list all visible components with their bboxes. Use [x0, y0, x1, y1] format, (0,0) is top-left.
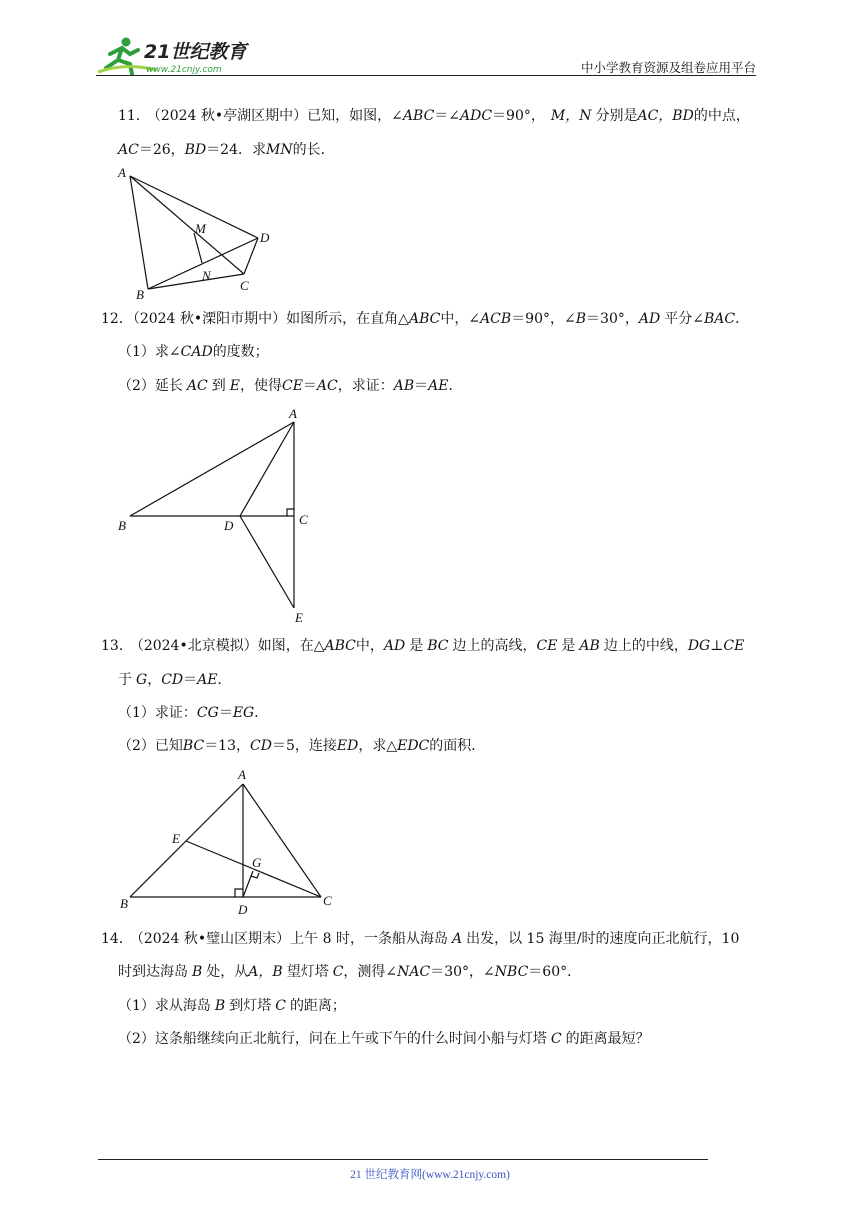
q13-text: ＝ — [183, 672, 198, 688]
q13-label-g: G — [252, 855, 262, 870]
q12-var: AC — [186, 378, 208, 394]
q14-text: （2）这条船继续向正北航行，问在上午或下午的什么时间小船与灯塔 — [118, 1031, 547, 1047]
q13-label-b: B — [120, 896, 128, 911]
q11-text: ＝∠ — [434, 108, 461, 124]
q12-seg-ab — [130, 422, 294, 516]
q13-text: ＝13， — [204, 738, 251, 754]
q11-label-d: D — [260, 230, 270, 245]
q11-number: 11． — [118, 108, 150, 124]
q13-text: ． — [217, 672, 232, 688]
q11-var: AC，BD — [637, 108, 694, 124]
q12-label-b: B — [118, 518, 126, 533]
q14-var: C — [332, 964, 344, 980]
q11-line2 — [118, 140, 335, 160]
q13-seg-ab — [130, 784, 243, 897]
site-logo — [96, 34, 256, 78]
q11-text: ＝26， — [138, 142, 185, 158]
q13-seg-ac — [243, 784, 321, 897]
q12-number: 12． — [101, 311, 133, 327]
q14-text: 处，从 — [206, 964, 249, 980]
q12-text: 的度数； — [212, 344, 269, 360]
q11-figure — [110, 160, 280, 305]
q12-label-d: D — [224, 518, 234, 533]
q13-text: 边上的中线， — [603, 638, 688, 654]
q13-var: ED — [336, 738, 359, 754]
q13-var: CG — [196, 705, 219, 721]
q13-text: 于 — [118, 672, 132, 688]
q11-text: 已知，如图，∠ — [307, 108, 403, 124]
q13-var: CE — [723, 638, 745, 654]
q12-var: ACB — [480, 311, 512, 327]
q12-text: （2）延长 — [118, 378, 183, 394]
q13-var: EDC — [397, 738, 430, 754]
q14-var: A — [451, 931, 463, 947]
q11-text: 分别是 — [595, 108, 638, 124]
q13-part2 — [118, 736, 485, 756]
header-rule — [96, 75, 756, 76]
q11-label-b: B — [136, 287, 144, 302]
q14-var: NBC — [494, 964, 529, 980]
q11-var: M，N — [550, 108, 592, 124]
q14-line1 — [101, 929, 739, 949]
q12-text: ＝ — [414, 378, 429, 394]
q13-part1 — [118, 703, 268, 723]
q13-line2 — [118, 670, 231, 690]
q11-seg-bc — [148, 274, 244, 289]
q13-right-angle-d — [235, 889, 243, 897]
q11-text: ＝24．求 — [206, 142, 266, 158]
q14-var: C — [550, 1031, 562, 1047]
q11-var: AC — [118, 142, 139, 158]
q11-var: ABC — [402, 108, 435, 124]
q12-right-angle-mark — [287, 509, 294, 516]
q14-text: 上午 8 时，一条船从海岛 — [290, 931, 448, 947]
q13-number: 13． — [101, 638, 133, 654]
q13-text: 的面积． — [429, 738, 486, 754]
q13-var: AB — [579, 638, 600, 654]
q14-text: ，测得∠ — [343, 964, 398, 980]
q13-label-d: D — [238, 902, 248, 917]
q11-seg-ab — [130, 176, 148, 289]
q12-seg-de — [240, 516, 294, 608]
q13-var: BC — [182, 738, 205, 754]
footer-rule — [98, 1159, 708, 1160]
q12-text: 如图所示，在直角△ — [286, 311, 409, 327]
q14-text: 的距离最短？ — [565, 1031, 650, 1047]
q12-var: CAD — [180, 344, 213, 360]
q13-seg-dg — [243, 871, 253, 897]
q13-text: 边上的高线， — [452, 638, 537, 654]
q14-text: 时到达海岛 — [118, 964, 188, 980]
q13-text: 中， — [355, 638, 384, 654]
q14-part1 — [118, 996, 346, 1016]
q12-label-a: A — [289, 406, 297, 421]
logo-url: www.21cnjy.com — [146, 65, 222, 75]
q14-text: 出发，以 15 海里/时的速度向正北航行，10 — [466, 931, 740, 947]
q13-text: 是 — [409, 638, 424, 654]
q13-label-e: E — [172, 831, 180, 846]
q11-label-n: N — [202, 268, 211, 283]
q12-text: 中，∠ — [440, 311, 481, 327]
q13-var: CE — [536, 638, 558, 654]
q13-var: G — [136, 672, 148, 688]
q11-label-m: M — [195, 221, 206, 236]
q12-var: AE — [428, 378, 449, 394]
q13-source: （2024•北京模拟） — [136, 638, 258, 654]
q12-var: BAC — [703, 311, 736, 327]
q13-stem — [101, 636, 744, 656]
q11-text: ＝90°， — [492, 108, 545, 124]
q12-text: ． — [448, 378, 463, 394]
logo-text: 21世纪教育 — [144, 41, 247, 63]
q11-text: 的中点， — [693, 108, 750, 124]
q11-var: BD — [184, 142, 207, 158]
q14-var: NAC — [397, 964, 431, 980]
q12-text: ． — [735, 311, 750, 327]
q13-text: ，求△ — [358, 738, 398, 754]
q14-source: （2024 秋•璧山区期末） — [136, 931, 291, 947]
q13-var: AD — [383, 638, 406, 654]
q14-line2 — [118, 962, 581, 982]
q14-var: B — [192, 964, 203, 980]
q12-var: CE — [281, 378, 303, 394]
q14-text: ＝30°，∠ — [430, 964, 495, 980]
footer-link[interactable]: 21 世纪教育网(www.21cnjy.com) — [350, 1169, 510, 1181]
q12-seg-ad — [240, 422, 294, 516]
q12-text: ＝ — [302, 378, 317, 394]
q14-var: C — [275, 998, 286, 1014]
q11-var: ADC — [460, 108, 493, 124]
q12-text: （1）求∠ — [118, 344, 181, 360]
q12-text: ，使得 — [239, 378, 282, 394]
q13-text: ⊥ — [710, 638, 724, 654]
q12-text: ＝30°， — [586, 311, 639, 327]
q12-figure — [110, 402, 320, 627]
q14-var: B — [214, 998, 226, 1014]
q11-label-c: C — [240, 278, 249, 293]
q11-label-a: A — [118, 165, 126, 180]
q12-text: ，求证： — [337, 378, 394, 394]
q12-source: （2024 秋•溧阳市期中） — [132, 311, 287, 327]
q12-label-e: E — [295, 610, 303, 625]
q12-var: AC — [316, 378, 338, 394]
q13-var: CD — [161, 672, 184, 688]
q14-part2 — [118, 1029, 650, 1049]
q14-text: ＝60°． — [528, 964, 582, 980]
q12-text: 到 — [211, 378, 226, 394]
q12-var: B — [575, 311, 587, 327]
q13-text: 如图，在△ — [257, 638, 325, 654]
q14-text: 到灯塔 — [229, 998, 272, 1014]
q13-var: CD — [250, 738, 272, 754]
q14-text: 的距离； — [289, 998, 346, 1014]
q12-part1 — [118, 342, 269, 362]
q13-text: （1）求证： — [118, 705, 197, 721]
q11-var: MN — [266, 142, 293, 158]
q12-stem — [101, 309, 749, 329]
q11-seg-ac — [130, 176, 244, 274]
q12-part2 — [118, 376, 463, 396]
q14-number: 14． — [101, 931, 133, 947]
q12-text: 平分∠ — [664, 311, 704, 327]
q13-text: 是 — [561, 638, 576, 654]
q13-text: ＝5，连接 — [271, 738, 337, 754]
q14-var: A，B — [248, 964, 283, 980]
q13-label-a: A — [238, 767, 246, 782]
q11-line1 — [118, 106, 750, 126]
q12-label-c: C — [299, 512, 308, 527]
q13-text: （2）已知 — [118, 738, 183, 754]
q13-var: EG — [232, 705, 255, 721]
q13-var: DG — [687, 638, 711, 654]
q11-source: （2024 秋•亭湖区期中） — [153, 108, 308, 124]
q13-var: BC — [427, 638, 449, 654]
q11-seg-ad — [130, 176, 258, 238]
q13-var: ABC — [324, 638, 356, 654]
q14-text: 望灯塔 — [286, 964, 329, 980]
q11-text: 的长． — [292, 142, 335, 158]
q14-text: （1）求从海岛 — [118, 998, 211, 1014]
header-tagline: 中小学教育资源及组卷应用平台 — [580, 60, 756, 75]
q12-var: AD — [638, 311, 661, 327]
q12-var: AB — [393, 378, 415, 394]
q13-text: ＝ — [218, 705, 233, 721]
q13-var: AE — [197, 672, 218, 688]
q12-text: ＝90°，∠ — [511, 311, 576, 327]
q13-label-c: C — [323, 893, 332, 908]
q13-figure — [110, 764, 350, 919]
q12-var: ABC — [408, 311, 441, 327]
q13-text: ， — [147, 672, 162, 688]
q12-var: E — [229, 378, 240, 394]
q13-text: ． — [254, 705, 269, 721]
